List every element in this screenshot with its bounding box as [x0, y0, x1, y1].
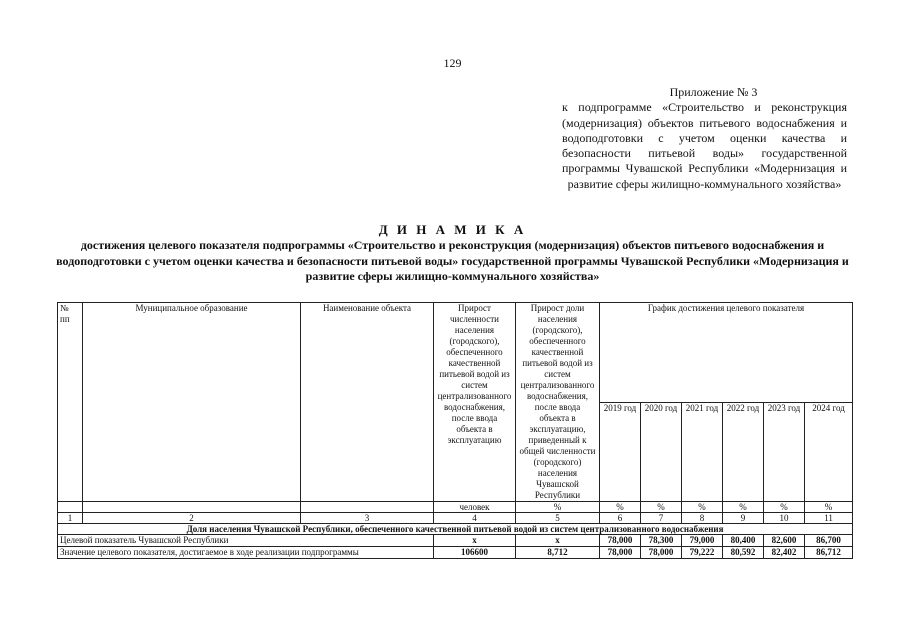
unit-cell: %: [682, 502, 723, 513]
row-cell-year: 78,000: [600, 547, 641, 559]
row-label: Целевой показатель Чувашской Республики: [58, 535, 434, 547]
units-row: [58, 502, 853, 513]
header-year: 2024 год: [805, 402, 853, 502]
header-object: Наименование объекта: [301, 303, 434, 502]
dynamics-table: [57, 302, 853, 559]
row-cell-year: 80,400: [723, 535, 764, 547]
header-year: 2020 год: [641, 402, 682, 502]
table-row: [58, 547, 853, 559]
col-number: 10: [764, 513, 805, 524]
section-row: [58, 524, 853, 535]
col-number: 8: [682, 513, 723, 524]
appendix-text: к подпрограмме «Строительство и реконструкция (модернизация) объектов питьевого водоснабжения и водоподготовки с учетом оценки качества и безопасности питьевой воды» государственной программы Чувашской Республики «Модернизация и развитие сферы жилищно-коммунального хозяйства»: [562, 100, 847, 191]
col-number: 11: [805, 513, 853, 524]
unit-cell: %: [805, 502, 853, 513]
header-year: 2023 год: [764, 402, 805, 502]
col-number: 4: [434, 513, 516, 524]
unit-cell-empty: [301, 502, 434, 513]
appendix-block: [562, 85, 847, 192]
table-row: [58, 535, 853, 547]
row-cell-share: 8,712: [516, 547, 600, 559]
unit-cell: %: [516, 502, 600, 513]
row-cell-year: 82,600: [764, 535, 805, 547]
document-title: Д И Н А М И К А: [378, 222, 527, 237]
unit-cell-empty: [83, 502, 301, 513]
header-schedule: График достижения целевого показателя: [600, 303, 853, 403]
page-number: 129: [443, 56, 462, 70]
document-subtitle: достижения целевого показателя подпрограммы «Строительство и реконструкция (модернизация) объектов питьевого водоснабжения и водоподготовки с учетом оценки качества и безопасности питьевой воды» государственной программы Чувашской Республики «Модернизация и развитие сферы жилищно-коммунального хозяйства»: [56, 238, 849, 283]
col-number: 3: [301, 513, 434, 524]
column-numbers-row: [58, 513, 853, 524]
row-cell-year: 78,000: [641, 547, 682, 559]
col-number: 9: [723, 513, 764, 524]
header-year: 2022 год: [723, 402, 764, 502]
col-number: 2: [83, 513, 301, 524]
row-cell-population: 106600: [434, 547, 516, 559]
row-cell-year: 86,712: [805, 547, 853, 559]
unit-cell: %: [764, 502, 805, 513]
row-label: Значение целевого показателя, достигаемое в ходе реализации подпрограммы: [58, 547, 434, 559]
row-cell-year: 78,300: [641, 535, 682, 547]
header-growth-population: Прирост численности населения (городского), обеспеченного качественной питьевой водой из систем централизованного водоснабжения, после ввода объекта в эксплуатацию: [434, 303, 516, 502]
appendix-title: Приложение № 3: [669, 85, 758, 99]
row-cell-year: 78,000: [600, 535, 641, 547]
row-cell-year: 86,700: [805, 535, 853, 547]
header-growth-share: Прирост доли населения (городского), обеспеченного качественной питьевой водой из систем централизованного водоснабжения, после ввода объекта в эксплуатацию, приведенный к общей численности (городского) населения Чувашской Республики: [516, 303, 600, 502]
col-number: 5: [516, 513, 600, 524]
unit-cell: %: [723, 502, 764, 513]
header-year: 2019 год: [600, 402, 641, 502]
header-no: № пп: [58, 303, 83, 502]
header-municipality: Муниципальное образование: [83, 303, 301, 502]
col-number: 6: [600, 513, 641, 524]
header-year: 2021 год: [682, 402, 723, 502]
col-number: 7: [641, 513, 682, 524]
header-row: [58, 303, 853, 403]
unit-cell: %: [600, 502, 641, 513]
unit-cell: человек: [434, 502, 516, 513]
section-title: Доля населения Чувашской Республики, обеспеченного качественной питьевой водой из систем централизованного водоснабжения: [58, 524, 853, 535]
row-cell-share: x: [516, 535, 600, 547]
row-cell-year: 82,402: [764, 547, 805, 559]
col-number: 1: [58, 513, 83, 524]
row-cell-year: 79,222: [682, 547, 723, 559]
unit-cell: %: [641, 502, 682, 513]
row-cell-year: 79,000: [682, 535, 723, 547]
unit-cell-empty: [58, 502, 83, 513]
row-cell-year: 80,592: [723, 547, 764, 559]
row-cell-population: x: [434, 535, 516, 547]
